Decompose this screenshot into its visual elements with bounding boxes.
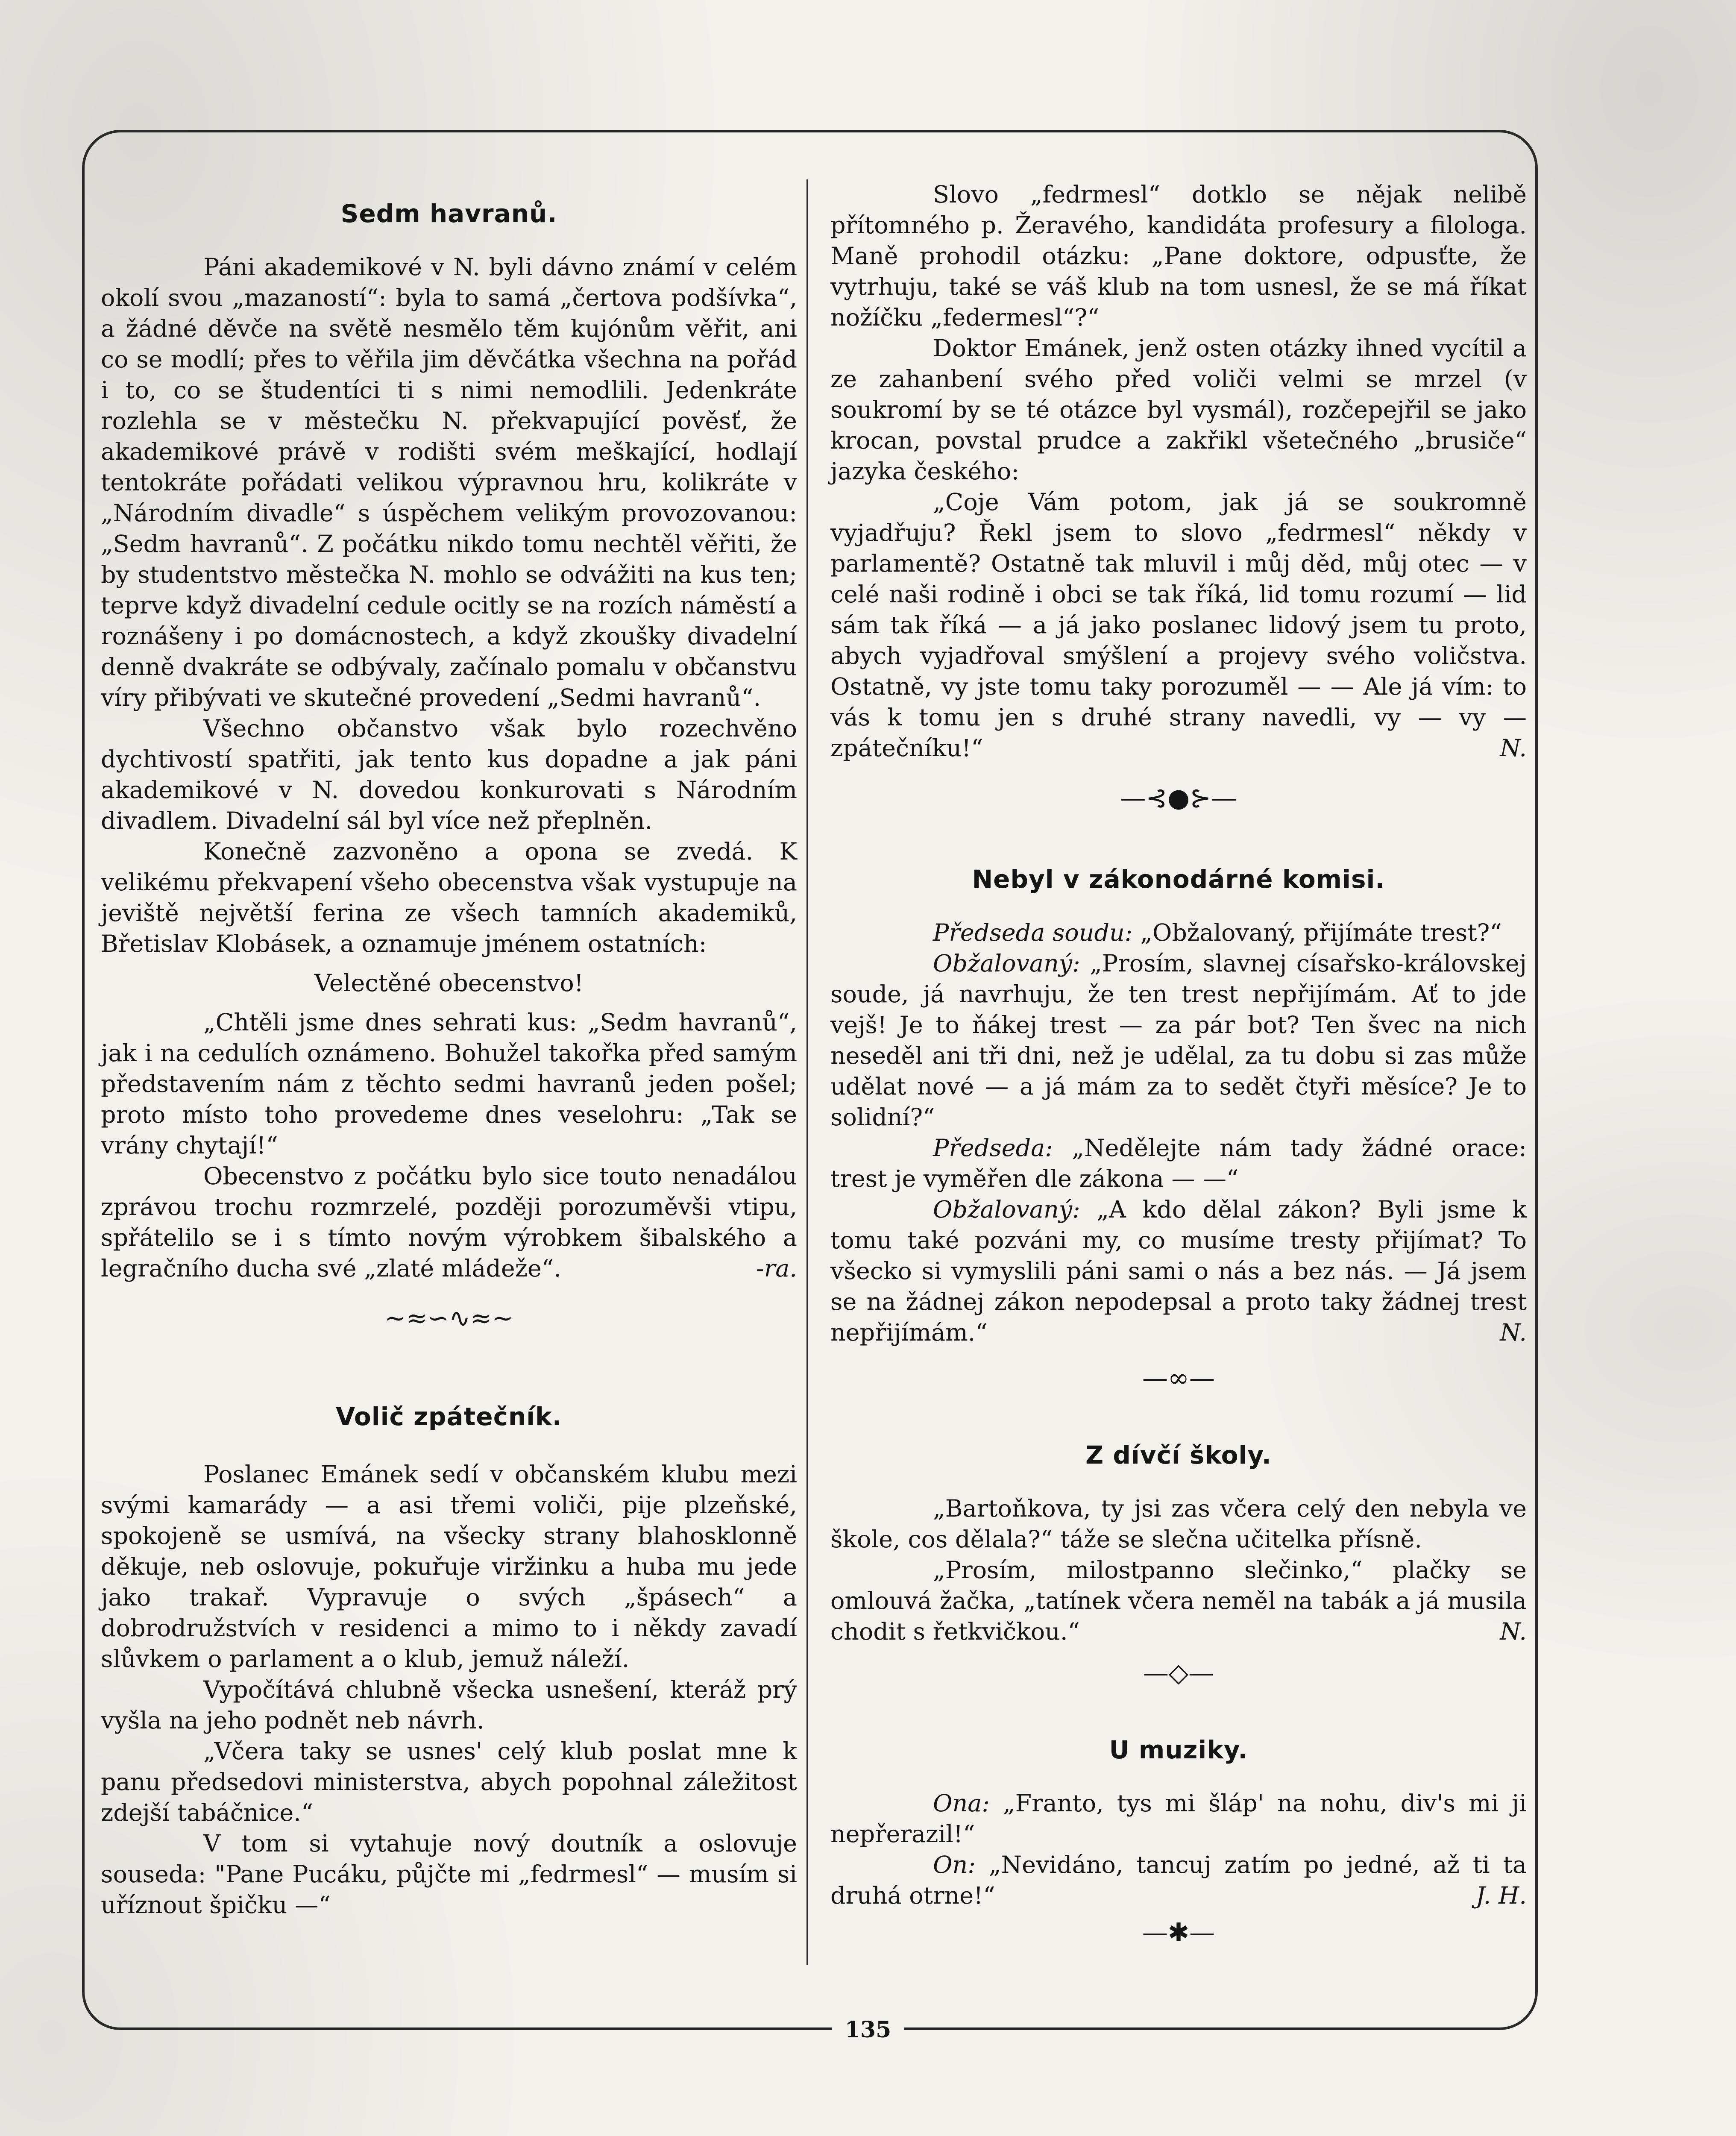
article-title-u-muziky: U muziky. [1109, 1735, 1248, 1764]
page-number: 135 [832, 2013, 904, 2047]
dialogue-line [830, 948, 1527, 1133]
speech: „Nedělejte nám tady žádné orace: trest je vyměřen dle zákona — —“ [830, 1134, 1527, 1193]
paragraph-text: „Prosím, milostpanno slečinko,“ plačky se omlouvá žačka, „tatínek včera neměl na tabák a já musila chodit s řetkvičkou.“ [830, 1556, 1527, 1646]
ornament-divider: —⊰●⊱— [1120, 783, 1237, 813]
speaker: Ona: [933, 1790, 990, 1817]
right-column [830, 179, 1527, 1950]
paragraph [101, 1161, 797, 1284]
speaker: Obžalovaný: [933, 1196, 1080, 1224]
paragraph [830, 487, 1527, 764]
salutation: Velectěné obecenstvo! [314, 969, 584, 997]
paragraph: Všechno občanstvo však bylo rozechvěno dychtivostí spatřiti, jak tento kus dopadne a jak páni akademikové v N. dovedou konkurovati s Národním divadlem. Divadelní sál byl více než přeplněn. [101, 715, 797, 835]
paragraph: Konečně zazvoněno a opona se zvedá. K velikému překvapení všeho obecenstva však vystupuje na jeviště největší ferina ze všech tamních akademiků, Břetislav Klobásek, a oznamuje jménem ostatních: [101, 838, 797, 958]
paragraph: V tom si vytahuje nový doutník a oslovuje souseda: "Pane Pucáku, půjčte mi „fedrmesl“ — musím si uříznout špičku —“ [101, 1830, 797, 1919]
ornament-divider: —✱— [1142, 1918, 1215, 1948]
article-title-volic-zpatecnik: Volič zpátečník. [336, 1402, 562, 1431]
ornament-divider: —∞— [1142, 1363, 1215, 1393]
paragraph: Poslanec Emánek sedí v občanském klubu mezi svými kamarády — a asi třemi voliči, pije plzeňské, spokojeně se usmívá, na všecky strany blahosklonně děkuje, neb oslovuje, pokuřuje viržinku a huba mu jede jako trakař. Vypravuje o svých „špásech“ a dobrodružstvích v residenci a mimo to i někdy zavadí slůvkem o parlament a o klub, jemuž náleží. [101, 1461, 797, 1673]
speaker: Předseda soudu: [933, 919, 1133, 947]
article-title-sedm-havranu: Sedm havranů. [340, 199, 557, 228]
signature: -ra. [756, 1255, 797, 1282]
article-title-nebyl-v-komisi: Nebyl v zákonodárné komisi. [972, 865, 1385, 894]
paragraph: Slovo „fedrmesl“ dotklo se nějak nelibě přítomného p. Žeravého, kandidáta profesury a filologa. Maně prohodil otázku: „Pane doktore, odpusťte, že vytrhuju, také se váš klub na tom usnesl, že se má říkat nožíčku „federmesl“?“ [830, 181, 1527, 332]
dialogue-line [830, 1788, 1527, 1850]
dialogue-line [830, 918, 1527, 948]
speaker: Obžalovaný: [933, 950, 1080, 977]
ornament-divider: ~≈∽∿≈~ [384, 1303, 513, 1333]
paragraph: „Bartoňkova, ty jsi zas včera celý den nebyla ve škole, cos dělala?“ táže se slečna učitelka přísně. [830, 1495, 1527, 1553]
paragraph-text: Obecenstvo z počátku bylo sice touto nenadálou zprávou trochu rozmrzelé, později porozuměvši vtipu, spřátelilo se i s tímto novým výrobkem šibalského a legračního ducha své „zlaté mládeže“. [101, 1162, 797, 1282]
dialogue-line [830, 1133, 1527, 1194]
paragraph: Vypočítává chlubně všecka usnešení, kteráž prý vyšla na jeho podnět neb návrh. [101, 1676, 797, 1734]
signature: N. [1500, 734, 1527, 762]
dialogue-line [830, 1850, 1527, 1911]
paragraph: „Včera taky se usnes' celý klub poslat mne k panu předsedovi ministerstva, abych popohnal záležitost zdejší tabáčnice.“ [101, 1737, 797, 1827]
page-number-wrap [0, 2013, 1736, 2047]
column-divider [806, 179, 808, 1965]
paragraph-text: „Coje Vám potom, jak já se soukromně vyjadřuju? Řekl jsem to slovo „fedrmesl“ někdy v parlamentě? Ostatně tak mluvil i můj děd, můj otec — v celé naši rodině i obci se tak říká, lid tomu rozumí — lid sám tak říká — a já jako poslanec lidový jsem tu proto, abych vyjadřoval smýšlení a projevy svého voličstva. Ostatně, vy jste tomu taky porozuměl — — Ale já vím: to vás k tomu jen s druhé strany navedli, vy — vy — zpátečníku!“ [830, 488, 1527, 762]
dialogue-line [830, 1194, 1527, 1348]
paragraph: Páni akademikové v N. byli dávno známí v celém okolí svou „mazaností“: byla to samá „čertova podšívka“, a žádné děvče na světě nesmělo těm kujónům věřit, ani co se modlí; přes to věřila jim děvčátka všechna na pořád i to, co se študentíci ti s nimi nemodlili. Jedenkráte rozlehla se v městečku N. překvapující pověsť, že akademikové právě v rodišti svém meškající, hodlají tentokráte pořádati velikou výpravnou hru, kolikráte v „Národním divadle“ s úspěchem velikým provozovanou: „Sedm havranů“. Z počátku nikdo tomu nechtěl věřiti, že by studentstvo městečka N. mohlo se odvážiti na kus ten; teprve když divadelní cedule ocitly se na rozích náměstí a roznášeny i po domácnostech, a když zkoušky divadelní denně dvakráte se odbývaly, začínalo pomalu v občanstvu víry přibývati ve skutečné provedení „Sedmi havranů“. [101, 253, 797, 712]
signature: N. [1500, 1319, 1527, 1347]
left-column [101, 179, 797, 1921]
speech: „Obžalovaný, přijímáte trest?“ [1140, 919, 1502, 947]
ornament-divider: —◇— [1143, 1658, 1214, 1688]
signature: J. H. [1475, 1882, 1527, 1910]
article-title-z-divci-skoly: Z dívčí školy. [1085, 1441, 1272, 1470]
speaker: Předseda: [933, 1134, 1053, 1162]
signature: N. [1500, 1618, 1527, 1646]
speaker: On: [933, 1851, 976, 1879]
paragraph [830, 1555, 1527, 1647]
paragraph: „Chtěli jsme dnes sehrati kus: „Sedm havranů“, jak i na cedulích oznámeno. Bohužel takořka před samým představením nám z těchto sedmi havranů jeden pošel; proto místo toho provedeme dnes veselohru: „Tak se vrány chytají!“ [101, 1009, 797, 1159]
speech: „Nevidáno, tancuj zatím po jedné, až ti ta druhá otrne!“ [830, 1851, 1527, 1910]
speech: „Franto, tys mi šláp' na nohu, div's mi ji nepřerazil!“ [830, 1790, 1527, 1848]
speech: „Prosím, slavnej císařsko-královskej soude, já navrhuju, že ten trest nepřijímám. Ať to jde vejš! Je to ňákej trest — za pár bot? Ten švec na nich neseděl ani tři dni, než je udělal, za tu dobu si zas může udělat nové — a já mám za to sedět čtyři měsíce? Je to solidní?“ [830, 950, 1527, 1131]
paragraph: Doktor Emánek, jenž osten otázky ihned vycítil a ze zahanbení svého před voliči velmi se mrzel (v soukromí by se té otázce byl vysmál), rozčepejřil se jako krocan, povstal prudce a zakřikl všetečného „brusiče“ jazyka českého: [830, 334, 1527, 485]
speech: „A kdo dělal zákon? Byli jsme k tomu také pozváni my, co musíme tresty přijímat? To všecko si vymyslili páni sami o nás a bez nás. — Já jsem se na žádnej zákon nepodepsal a proto taky žádnej trest nepřijímám.“ [830, 1196, 1527, 1347]
